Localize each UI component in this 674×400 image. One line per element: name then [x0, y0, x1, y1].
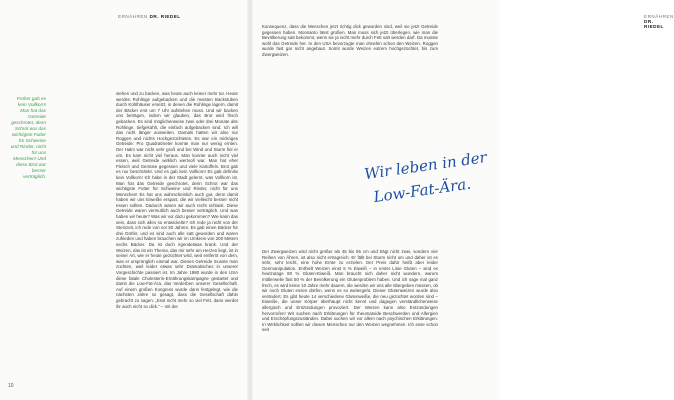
pull-quote: Früher gab es kein Vollkorn! Man hat das Getreide geschrotet, denn Schrot war das wichtigste Futter für Schweine und Rinder, nicht für uns Menschen! Und diese Brot war besser verträglich. — [10, 96, 46, 179]
left-header-author: DR. RIEDEL — [149, 14, 181, 19]
left-header-section: ERNÄHREN — [118, 14, 148, 19]
handwritten-line-1: Wir leben in der — [363, 148, 488, 184]
right-body-bottom-paragraph: Der Zwergweizen wird nicht größer als 45 bis 55 cm und trägt nicht zwei, sondern vier Reihen von Ähren, ist also nicht ertragreich. Er fällt bei Sturm nicht um und daher ist es sehr, sehr leicht, eine hohe Ernte zu erzielen. Der Preis dafür heißt aber leider Genmanipulation. Enthielt Weizen einst 5 % Eiweiß – in erster Linie Gluten – sind es heutzutage 80 % Gluten-Eiweiß. Man braucht sich daher nicht wundern, warum mittlerweile fast 50 % der Bevölkerung ein Glutenproblem haben. Und ich sage mal ganz frech, es wird keine 10 Jahre mehr dauern, die werden wir uns alle übergeben müssen, ob wir noch Gluten essen dürfen, wenn es so weitergeht. Dieser Glutenweizen wurde also verändert. Es gibt heute 14 verschiedene Glutenweiße, die neu gezüchtet worden sind – Eiweiße, die unser Körper überhaupt nicht kennt und dagegen verständlicherweise allergisch und Entzündungen provoziert. Der Weizen kann also Entzündungen hervorrufen! Wir suchen nach Erklärungen für rheumatoide Beschwerden und Allergien und Erschöpfungszuständen. Dabei suchen wir vor allem nach psychischen Erklärungen. In Wirklichkeit sollten wir diesen Menschen nur den Weizen wegnehmen. Ich esse schon seit — [262, 249, 438, 333]
right-body-top-paragraph: Konsequenz, dass die Menschen jetzt richtig dick geworden sind, weil sie jetzt Getreide gegessen haben. Monsanto lässt grüßen. Man muss sich jetzt überlegen, wie man die Bevölkerung satt bekommt, wenn sie ja nicht mehr durch Fett satt werden darf. Da musste wohl das Getreide her. In den USA bevorzugte man ohnehin schon den Weizen, Roggen wurde fast gar nicht angebaut. Somit wurde Weizen extrem hochgezüchtet, bis zum Zwergweizen. — [262, 24, 438, 57]
right-body-top — [262, 24, 438, 58]
handwritten-line-2: Low-Fat-Ära. — [372, 174, 473, 207]
handwritten-quote — [362, 146, 488, 218]
left-body-paragraph: stehen und zu backen, was heute auch keiner mehr tut. Heute werden Rohlinge aufgebacken und die meisten Backstuben durch Kühlhäuser ersetzt, in denen die Rohlinge lagern, damit der Bäcker erst um 7 Uhr aufstehen muss. Und wir backen uns beträgen, indem wir glauben, das Brot wird frisch gebacken. Es sind möglicherweise zwei oder drei Monate alte Rohlinge, tiefgekühlt, die einfach aufgebacken sind. Ich will das nicht länger ausweiten. Damals hatten wir also nur Roggen und nichts Hochgezüchtetes. Es war ein mickriges Getreide: Pro Quadratmeter konnte man nur wenig ernten. Der Halm war nicht sehr groß und bei Wind und Sturm fiel er um. Es kam nicht viel heraus. Man konnte auch nicht viel essen, weil Getreide wirklich wertvoll war. Man hat eher Fleisch und Gemüse gegessen und viele Kartoffeln. Brot gab es nur beschränkt. Und es gab kein Vollkorn! Es gab definitiv kein Vollkorn! Ich habe in der Stadt gelernt, was Vollkorn ist. Man hat das Getreide geschrotet, denn Schrot war das wichtigste Futter für Schweine und Rinder, nicht für uns Menschen! Es hat uns wahrscheinlich auch gut, denn damit haben wir uns Eiweiße erspart, die wir vielleicht besser nicht essen sollten. Dadurch waren wir auch recht schlank. Diese Getreide waren vermutlich auch besser verträglich. Und was haben wir heute? Was wir vor dazu gekommen? Wie kann das sein, dass sich alles so entwickelte? Ich rede ja nicht von der Steinzeit, ich rede von vor 50 Jahren. Es gab einen Bäcker für drei Dörfer, und es sind auch alle satt geworden und waren zufrieden und haben brauchen wir im Umkreis von 200 Metern sechs Bäcker. Da ist doch irgendetwas krank. Und der Weizen, das ist ein Thema, das mir sehr am Herzen liegt, ist in seiner Art, wie er heute gezüchtet wird, weit entfernt von dem, was er ursprünglich einmal war. Dieses Getreide musste man züchten, weil leider etwas sehr Dramatisches in unserer Vorgeschichte passiert ist. Im Jahre 1980 wurde in den USA diese fatale Cholesterin-Ernährungskampagne gestartet und damit die Low-Fat-Ära, das Verderben unserer Gesellschaft. Auf einem großen Kongress wurde dann festgelegt, wie die nächsten Jahre so gesagt, dass die Gesellschaft dahin gebracht zu sagen: „Esst nicht mehr so viel Fett, dann werdet ihr auch nicht so dick.“ – mit der — [116, 91, 238, 309]
right-header-section: ERNÄHREN — [644, 14, 674, 19]
right-header-author: DR. RIEDEL — [644, 19, 664, 29]
book-gutter — [247, 0, 253, 400]
page-number: 10 — [8, 383, 14, 389]
right-body-bottom — [262, 249, 438, 333]
right-running-header — [644, 14, 674, 29]
